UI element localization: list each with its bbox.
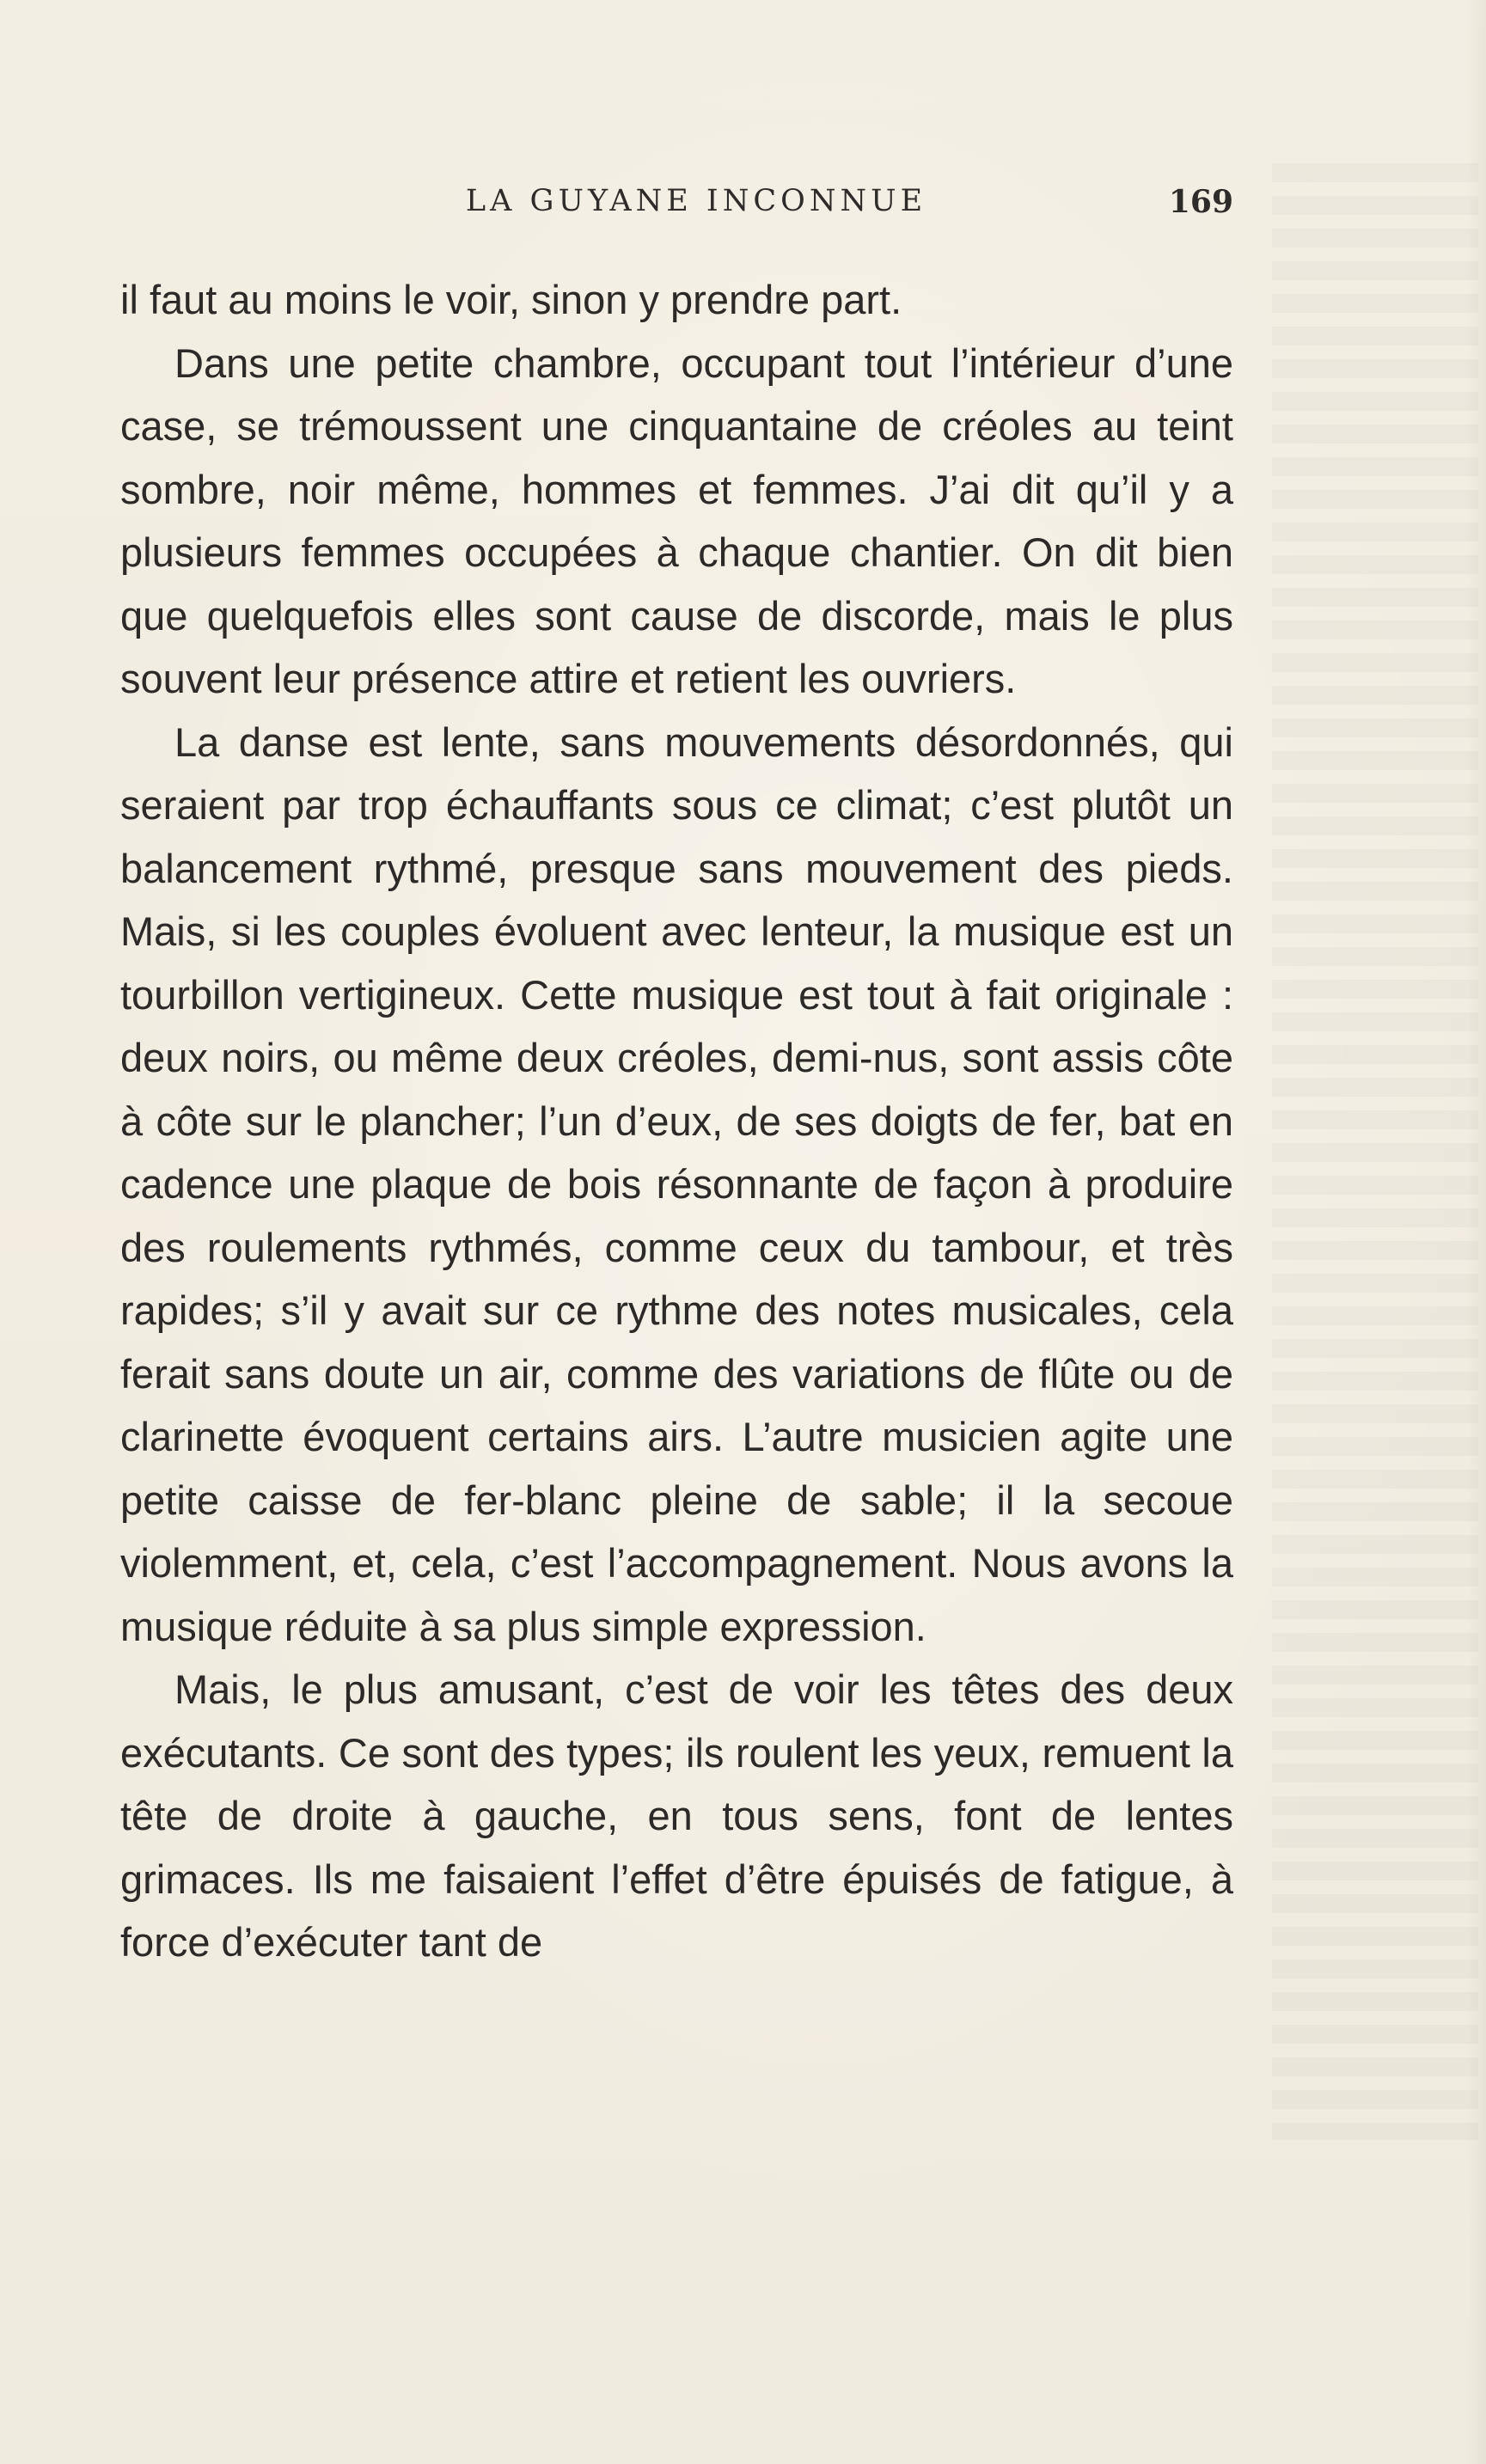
page-header	[125, 184, 1233, 227]
paragraph-3: La danse est lente, sans mouvements désordonnés, qui seraient par trop échauffants sous ce climat; c’est plutôt un balancement rythmé, presque sans mouvement des pieds. Mais, si les couples évoluent avec lenteur, la musique est un tourbillon vertigineux. Cette musique est tout à fait originale : deux noirs, ou même deux créoles, demi-nus, sont assis côte à côte sur le plancher; l’un d’eux, de ses doigts de fer, bat en cadence une plaque de bois résonnante de façon à produire des roulements rythmés, comme ceux du tambour, et très rapides; s’il y avait sur ce rythme des notes musicales, cela ferait sans doute un air, comme des variations de flûte ou de clarinette évoquent certains airs. L’autre musicien agite une petite caisse de fer-blanc pleine de sable; il la secoue violemment, et, cela, c’est l’accompagnement. Nous avons la musique réduite à sa plus simple expression.	[120, 718, 1233, 1649]
running-title: LA GUYANE INCONNUE	[465, 184, 927, 218]
page-edge-shadow	[1467, 0, 1486, 2464]
page-number: 169	[1168, 184, 1233, 220]
paragraph-4: Mais, le plus amusant, c’est de voir les têtes des deux exécutants. Ce sont des types; ils roulent les yeux, remuent la tête de droite à gauche, en tous sens, font de lentes grimaces. Ils me faisaient l’effet d’être épuisés de fatigue, à force d’exécuter tant de	[120, 1666, 1233, 1965]
body-text	[120, 268, 1233, 1974]
paragraph-1: il faut au moins le voir, sinon y prendre part.	[120, 277, 902, 322]
paragraph-2: Dans une petite chambre, occupant tout l’intérieur d’une case, se trémoussent une cinquantaine de créoles au teint sombre, noir même, hommes et femmes. J’ai dit qu’il y a plusieurs femmes occupées à chaque chantier. On dit bien que quelquefois elles sont cause de discorde, mais le plus souvent leur présence attire et retient les ouvriers.	[120, 339, 1233, 701]
show-through-text	[1272, 163, 1478, 2140]
